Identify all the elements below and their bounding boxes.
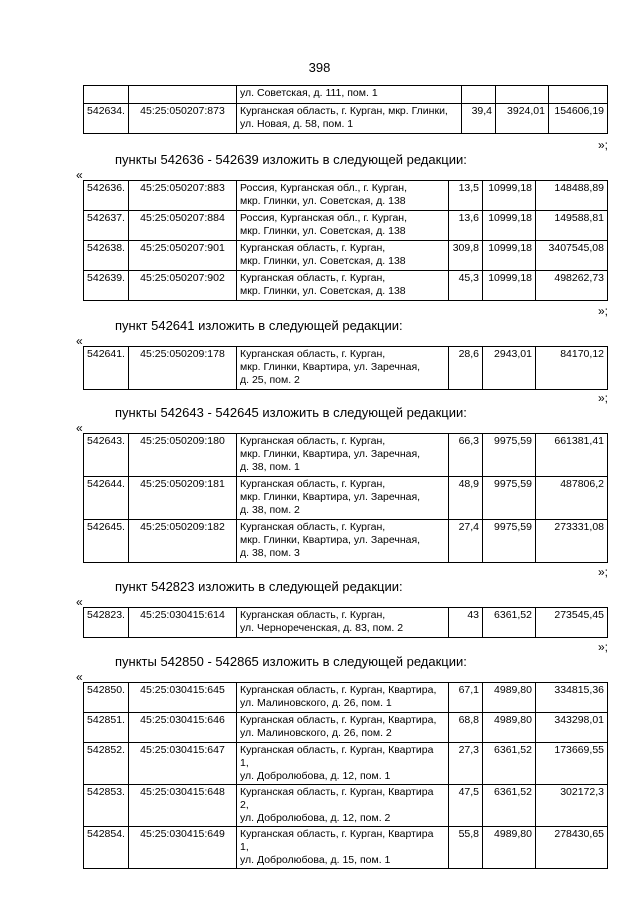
area-cell: 39,4 (462, 104, 496, 134)
registry-table (83, 180, 608, 301)
cadastral-value-cell: 148488,89 (536, 181, 608, 211)
area-cell: 55,8 (449, 827, 483, 869)
cadastral-value-cell: 149588,81 (536, 211, 608, 241)
cadastral-value-cell: 487806,2 (536, 477, 608, 520)
section-instruction: пункт 542823 изложить в следующей редакции: (115, 579, 403, 594)
registry-table (83, 607, 608, 638)
address-cell: Курганская область, г. Курган, мкр. Глинки, ул. Советская, д. 138 (237, 271, 449, 301)
unit-price-cell (496, 86, 549, 104)
cadastral-number-cell: 45:25:050209:178 (129, 347, 237, 390)
row-number-cell: 542645. (84, 520, 129, 563)
cadastral-number-cell (129, 86, 237, 104)
row-number-cell: 542643. (84, 434, 129, 477)
section-instruction: пункт 542641 изложить в следующей редакции: (115, 318, 403, 333)
row-number-cell: 542852. (84, 743, 129, 785)
cadastral-value-cell: 334815,36 (536, 683, 608, 713)
cadastral-value-cell: 661381,41 (536, 434, 608, 477)
address-cell: Россия, Курганская обл., г. Курган, мкр. Глинки, ул. Советская, д. 138 (237, 211, 449, 241)
cadastral-number-cell: 45:25:050207:901 (129, 241, 237, 271)
registry-table (83, 346, 608, 390)
cadastral-value-cell: 498262,73 (536, 271, 608, 301)
table-row (84, 211, 608, 241)
cadastral-number-cell: 45:25:050207:884 (129, 211, 237, 241)
table-row (84, 683, 608, 713)
row-number-cell: 542636. (84, 181, 129, 211)
unit-price-cell: 9975,59 (483, 434, 536, 477)
area-cell: 48,9 (449, 477, 483, 520)
close-quote: »; (598, 138, 609, 152)
open-quote: « (76, 670, 83, 684)
row-number-cell (84, 86, 129, 104)
cadastral-number-cell: 45:25:050207:902 (129, 271, 237, 301)
cadastral-value-cell: 173669,55 (536, 743, 608, 785)
unit-price-cell: 3924,01 (496, 104, 549, 134)
row-number-cell: 542637. (84, 211, 129, 241)
table-row (84, 347, 608, 390)
unit-price-cell: 6361,52 (483, 785, 536, 827)
address-cell: Курганская область, г. Курган, Квартира, ул. Малиновского, д. 26, пом. 2 (237, 713, 449, 743)
page-number: 398 (308, 60, 331, 75)
close-quote: »; (598, 391, 609, 405)
row-number-cell: 542853. (84, 785, 129, 827)
close-quote: »; (598, 565, 609, 579)
unit-price-cell: 4989,80 (483, 827, 536, 869)
cadastral-value-cell: 273545,45 (536, 608, 608, 638)
open-quote: « (76, 595, 83, 609)
registry-table-top (83, 85, 608, 134)
cadastral-value-cell: 343298,01 (536, 713, 608, 743)
area-cell: 47,5 (449, 785, 483, 827)
row-number-cell: 542639. (84, 271, 129, 301)
table-row (84, 608, 608, 638)
area-cell: 43 (449, 608, 483, 638)
cadastral-value-cell: 302172,3 (536, 785, 608, 827)
table-row (84, 477, 608, 520)
unit-price-cell: 6361,52 (483, 608, 536, 638)
cadastral-number-cell: 45:25:030415:648 (129, 785, 237, 827)
address-cell: Курганская область, г. Курган, мкр. Глинки, ул. Новая, д. 58, пом. 1 (237, 104, 462, 134)
row-number-cell: 542851. (84, 713, 129, 743)
unit-price-cell: 10999,18 (483, 241, 536, 271)
cadastral-number-cell: 45:25:030415:614 (129, 608, 237, 638)
cadastral-number-cell: 45:25:050209:180 (129, 434, 237, 477)
section-instruction: пункты 542636 - 542639 изложить в следующей редакции: (115, 152, 467, 167)
table-row (84, 713, 608, 743)
close-quote: »; (598, 640, 609, 654)
row-number-cell: 542850. (84, 683, 129, 713)
open-quote: « (76, 168, 83, 182)
close-quote: »; (598, 304, 609, 318)
unit-price-cell: 4989,80 (483, 713, 536, 743)
open-quote: « (76, 421, 83, 435)
unit-price-cell: 4989,80 (483, 683, 536, 713)
cadastral-number-cell: 45:25:030415:649 (129, 827, 237, 869)
area-cell: 13,6 (449, 211, 483, 241)
cadastral-value-cell: 3407545,08 (536, 241, 608, 271)
address-cell: Россия, Курганская обл., г. Курган, мкр. Глинки, ул. Советская, д. 138 (237, 181, 449, 211)
cadastral-number-cell: 45:25:050207:873 (129, 104, 237, 134)
unit-price-cell: 9975,59 (483, 477, 536, 520)
unit-price-cell: 2943,01 (483, 347, 536, 390)
table-row (84, 271, 608, 301)
unit-price-cell: 6361,52 (483, 743, 536, 785)
address-cell: Курганская область, г. Курган, Квартира 2, ул. Добролюбова, д. 12, пом. 2 (237, 785, 449, 827)
area-cell: 309,8 (449, 241, 483, 271)
unit-price-cell: 10999,18 (483, 271, 536, 301)
cadastral-number-cell: 45:25:030415:646 (129, 713, 237, 743)
cadastral-number-cell: 45:25:050209:182 (129, 520, 237, 563)
unit-price-cell: 10999,18 (483, 181, 536, 211)
row-number-cell: 542823. (84, 608, 129, 638)
table-row (84, 520, 608, 563)
table-row (84, 434, 608, 477)
area-cell: 13,5 (449, 181, 483, 211)
row-number-cell: 542638. (84, 241, 129, 271)
cadastral-value-cell: 154606,19 (549, 104, 608, 134)
unit-price-cell: 10999,18 (483, 211, 536, 241)
address-cell: Курганская область, г. Курган, ул. Чернореченская, д. 83, пом. 2 (237, 608, 449, 638)
address-cell: Курганская область, г. Курган, мкр. Глинки, ул. Советская, д. 138 (237, 241, 449, 271)
address-cell: ул. Советская, д. 111, пом. 1 (237, 86, 462, 104)
area-cell: 67,1 (449, 683, 483, 713)
cadastral-value-cell: 273331,08 (536, 520, 608, 563)
area-cell: 28,6 (449, 347, 483, 390)
table-row (84, 743, 608, 785)
table-row (84, 785, 608, 827)
row-number-cell: 542641. (84, 347, 129, 390)
address-cell: Курганская область, г. Курган, мкр. Глинки, Квартира, ул. Заречная, д. 38, пом. 1 (237, 434, 449, 477)
cadastral-value-cell (549, 86, 608, 104)
unit-price-cell: 9975,59 (483, 520, 536, 563)
cadastral-number-cell: 45:25:050209:181 (129, 477, 237, 520)
address-cell: Курганская область, г. Курган, мкр. Глинки, Квартира, ул. Заречная, д. 38, пом. 3 (237, 520, 449, 563)
row-number-cell: 542644. (84, 477, 129, 520)
cadastral-number-cell: 45:25:030415:647 (129, 743, 237, 785)
table-row (84, 86, 608, 104)
open-quote: « (76, 334, 83, 348)
section-instruction: пункты 542643 - 542645 изложить в следующей редакции: (115, 405, 467, 420)
table-row (84, 827, 608, 869)
cadastral-number-cell: 45:25:050207:883 (129, 181, 237, 211)
area-cell: 68,8 (449, 713, 483, 743)
table-row (84, 104, 608, 134)
address-cell: Курганская область, г. Курган, мкр. Глинки, Квартира, ул. Заречная, д. 25, пом. 2 (237, 347, 449, 390)
address-cell: Курганская область, г. Курган, Квартира, ул. Малиновского, д. 26, пом. 1 (237, 683, 449, 713)
registry-table (83, 433, 608, 563)
row-number-cell: 542854. (84, 827, 129, 869)
section-instruction: пункты 542850 - 542865 изложить в следующей редакции: (115, 654, 467, 669)
cadastral-value-cell: 278430,65 (536, 827, 608, 869)
registry-table (83, 682, 608, 869)
row-number-cell: 542634. (84, 104, 129, 134)
area-cell: 27,3 (449, 743, 483, 785)
table-row (84, 181, 608, 211)
area-cell: 27,4 (449, 520, 483, 563)
address-cell: Курганская область, г. Курган, Квартира 1, ул. Добролюбова, д. 12, пом. 1 (237, 743, 449, 785)
cadastral-value-cell: 84170,12 (536, 347, 608, 390)
table-row (84, 241, 608, 271)
address-cell: Курганская область, г. Курган, Квартира 1, ул. Добролюбова, д. 15, пом. 1 (237, 827, 449, 869)
area-cell: 66,3 (449, 434, 483, 477)
address-cell: Курганская область, г. Курган, мкр. Глинки, Квартира, ул. Заречная, д. 38, пом. 2 (237, 477, 449, 520)
area-cell: 45,3 (449, 271, 483, 301)
area-cell (462, 86, 496, 104)
cadastral-number-cell: 45:25:030415:645 (129, 683, 237, 713)
